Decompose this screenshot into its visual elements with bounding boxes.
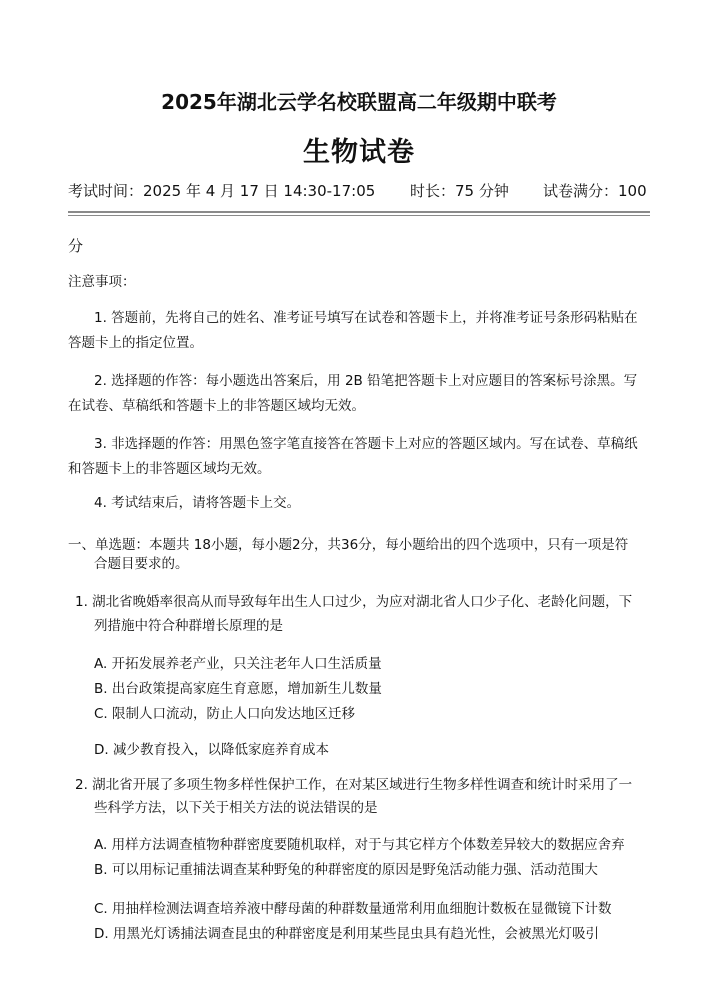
notice-heading: 注意事项：	[68, 274, 136, 290]
full-score-unit: 分	[68, 237, 84, 255]
question-stem-cont: 些科学方法，以下关于相关方法的说法错误的是	[94, 800, 378, 816]
exam-title: 2025年湖北云学名校联盟高二年级期中联考	[161, 90, 557, 114]
option-d: D. 减少教育投入，以降低家庭养育成本	[94, 742, 329, 758]
header-rule	[68, 211, 650, 213]
question-stem-cont: 列措施中符合种群增长原理的是	[94, 618, 283, 634]
section-heading-line-2: 合题目要求的。	[94, 556, 189, 572]
notice-item-2-line-1: 2. 选择题的作答：每小题选出答案后，用 2B 铅笔把答题卡上对应题目的答案标号涂黑。写	[94, 373, 638, 389]
notice-item-3-line-2: 和答题卡上的非答题区域均无效。	[68, 461, 271, 477]
option-b: B. 可以用标记重捕法调查某种野兔的种群密度的原因是野兔活动能力强、活动范围大	[94, 862, 598, 878]
exam-time: 考试时间：2025 年 4 月 17 日 14:30-17:05	[68, 182, 376, 200]
header-rule-thin	[68, 215, 650, 216]
notice-item-1-line-2: 答题卡上的指定位置。	[68, 335, 203, 351]
option-c: C. 限制人口流动，防止人口向发达地区迁移	[94, 706, 356, 722]
option-c: C. 用抽样检测法调查培养液中酵母菌的种群数量通常利用血细胞计数板在显微镜下计数	[94, 901, 612, 917]
notice-item-2-line-2: 在试卷、草稿纸和答题卡上的非答题区域均无效。	[68, 398, 365, 414]
question-stem: 1. 湖北省晚婚率很高从而导致每年出生人口过少，为应对湖北省人口少子化、老龄化问题，下	[75, 594, 633, 610]
notice-item-4: 4. 考试结束后，请将答题卡上交。	[94, 495, 301, 511]
option-a: A. 用样方法调查植物种群密度要随机取样，对于与其它样方个体数差异较大的数据应舍弃	[94, 837, 625, 853]
subject-title: 生物试卷	[303, 137, 415, 168]
full-score: 试卷满分：100	[543, 182, 647, 200]
exam-duration: 时长：75 分钟	[410, 182, 509, 200]
option-b: B. 出台政策提高家庭生育意愿，增加新生儿数量	[94, 681, 382, 697]
option-d: D. 用黑光灯诱捕法调查昆虫的种群密度是利用某些昆虫具有趋光性，会被黑光灯吸引	[94, 926, 599, 942]
question-stem: 2. 湖北省开展了多项生物多样性保护工作，在对某区域进行生物多样性调查和统计时采用了一	[75, 777, 633, 793]
notice-item-3-line-1: 3. 非选择题的作答：用黑色签字笔直接答在答题卡上对应的答题区域内。写在试卷、草稿纸	[94, 436, 638, 452]
notice-item-1-line-1: 1. 答题前，先将自己的姓名、准考证号填写在试卷和答题卡上，并将准考证号条形码粘贴在	[94, 310, 638, 326]
option-a: A. 开拓发展养老产业，只关注老年人口生活质量	[94, 656, 382, 672]
section-heading-line-1: 一、单选题：本题共 18小题，每小题2分，共36分，每小题给出的四个选项中，只有一项是符	[68, 537, 629, 553]
